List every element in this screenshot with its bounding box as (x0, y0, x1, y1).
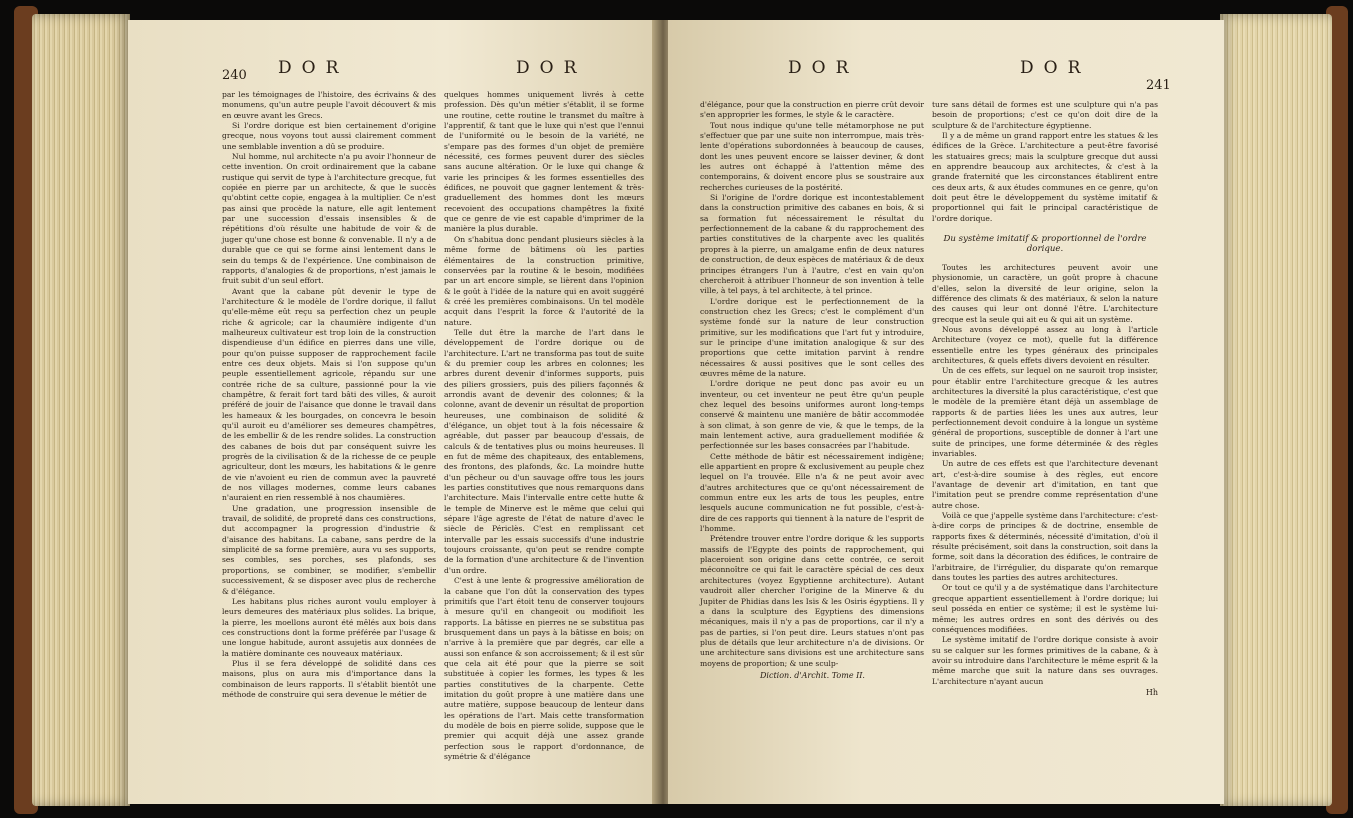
right-page (668, 20, 1224, 804)
paragraph: Tout nous indique qu'une telle métamorphose ne put s'effectuer que par une suite non interrompue, mais très-lente d'opérations subordonnées à beaucoup de causes, dont les unes peuvent encore se laisser deviner, & dont les autres ont échappé à l'attention même des contemporains, & doivent encore plus se soustraire aux recherches curieuses de la postérité. (700, 120, 924, 192)
text-column-1 (222, 90, 436, 700)
paragraph: Telle dut être la marche de l'art dans le développement de l'ordre dorique ou de l'architecture. L'art ne transforma pas tout de suite & du premier coup les arbres en colonnes; les arbres durent devenir d'informes supports, puis des piliers grossiers, puis des piliers façonnés & arrondis avant de devenir des colonnes; & la colonne, avant de devenir un résultat de proportion heureuses, une combinaison de solidité & d'élégance, un objet tout à la fois nécessaire & agréable, dut passer par beaucoup d'essais, de calculs & de tentatives plus ou moins heureuses. Il en fut de même des chapiteaux, des entablemens, des frontons, des plafonds, &c. La moindre hutte d'un pêcheur ou d'un sauvage offre tous les jours les parties constitutives que nous remarquons dans l'architecture. Mais l'intervalle entre cette hutte & le temple de Minerve est le même que celui qui sépare l'âge agreste de l'état de nature d'avec le siècle de Périclès. C'est en remplissant cet intervalle par les essais successifs d'une industrie toujours croissante, qu'on peut se rendre compte de la formation d'une architecture & de l'invention d'un ordre. (444, 327, 644, 575)
paragraph: Avant que la cabane pût devenir le type de l'architecture & le modèle de l'ordre dorique, il fallut qu'elle-même eût reçu sa perfection chez un peuple riche & agricole; car la chaumière indigente d'un malheureux cultivateur est trop loin de la construction dispendieuse d'un édifice en pierres dans une ville, pour qu'on puisse supposer de rapprochement facile entre ces deux objets. Mais si l'on suppose qu'un peuple essentiellement agricole, répandu sur une contrée riche de sa culture, passionné pour la vie champêtre, & ferait fort tard bâti des villes, & auroit préféré de jouir de l'aisance que donne le travail dans les hameaux & les bourgades, on concevra le besoin qu'il auroit eu d'améliorer ses demeures champêtres, de les embellir & de les rendre solides. La construction des cabanes de bois dut par conséquent suivre les progrès de la civilisation & de la richesse de ce peuple agriculteur, dont les mœurs, les habitations & le genre de vie n'avoient eu rien de commun avec la pauvreté de nos villages modernes, comme leurs cabanes n'auraient en rien ressemblé à nos chaumières. (222, 286, 436, 503)
paragraph: C'est à une lente & progressive amélioration de la cabane que l'on dût la conservation des types primitifs que l'art étoit tenu de conserver toujours à mesure qu'il en changeoit ou modifioit les rapports. La bâtisse en pierres ne se substitua pas brusquement dans un pays à la bâtisse en bois; on n'arrive à la première que par degrés, car elle a aussi son enfance & son accroissement; & il est sûr que cela ait été pour que la pierre se soit substituée à copier les formes, les types & les parties constitutives de la charpente. Cette imitation du goût propre à une matière dans une autre matière, suppose beaucoup de lenteur dans les opérations de l'art. Mais cette transformation du modèle de bois en pierre solide, suppose que le premier qui acquit déjà une assez grande perfection sous le rapport d'ordonnance, de symétrie & d'élégance (444, 576, 644, 761)
paragraph: Un autre de ces effets est que l'architecture devenant art, c'est-à-dire soumise à des règles, eut encore l'avantage de devenir art d'imitation, en tant que l'imitation peut se prendre comme représentation d'une autre chose. (932, 459, 1158, 510)
page-edges-left (32, 14, 130, 806)
text-column-2 (444, 90, 644, 762)
page-edges-right (1220, 14, 1332, 806)
running-head: DOR (278, 58, 349, 78)
paragraph: Or tout ce qu'il y a de systématique dans l'architecture grecque appartient essentiellement à l'ordre dorique; lui seul posséda en entier ce système; il est le système lui-même; les autres ordres en sont des dérivés ou des conséquences modifiées. (932, 583, 1158, 634)
paragraph: d'élégance, pour que la construction en pierre crût devoir s'en approprier les formes, le style & le caractère. (700, 100, 924, 120)
paragraph: L'ordre dorique ne peut donc pas avoir eu un inventeur, ou cet inventeur ne peut être qu'un peuple chez lequel des besoins uniformes auront long-temps conservé & maintenu une manière de bâtir accommodée à son climat, à son genre de vie, & que le temps, de la main lentement active, aura graduellement modifiée & perfectionnée sur les bases consacrées par l'habitude. (700, 379, 924, 451)
paragraph: Plus il se fera développé de solidité dans ces maisons, plus on aura mis d'importance dans la combinaison de leurs rapports. Il s'établit bientôt une méthode de construire qui sera devenue le métier de (222, 658, 436, 699)
paragraph: Les habitans plus riches auront voulu employer à leurs demeures des matériaux plus solides. La brique, la pierre, les moellons auront été mêlés aux bois dans ces constructions dont la forme préférée par l'usage & une longue habitude, auront assujetis aux données de la matière dominante ces nouveaux matériaux. (222, 596, 436, 658)
paragraph: quelques hommes uniquement livrés à cette profession. Dès qu'un métier s'établit, il se forme une routine, cette routine le transmet du maître à l'apprentif, & tant que le luxe qui n'est que l'ennui de l'uniformité ou le besoin de la variété, ne s'empare pas des formes d'un objet de première nécessité, ces formes peuvent durer des siècles sans aucune altération. Or le luxe qui change & varie les principes & les formes essentielles des édifices, ne pouvoit que gagner lentement & très-graduellement des hommes dont les mœurs recevoient des occupations champêtres la fixité que ce genre de vie est capable d'imprimer de la manière la plus durable. (444, 90, 644, 234)
page-number: 240 (222, 68, 247, 83)
signature-mark: Diction. d'Archit. Tome II. (760, 670, 865, 680)
paragraph: Prétendre trouver entre l'ordre dorique & les supports massifs de l'Egypte des points de rapprochement, qui placeroient son origine dans cette contrée, ce seroit méconnoître ce qui fait le caractère spécial de ces deux architectures (voyez Egyptienne architecture). Autant vaudroit aller chercher l'origine de la Minerve & du Jupiter de Phidias dans les Isis & les Osiris égyptiens. Il y a dans la sculpture des Egyptiens des dimensions mécaniques, mais il n'y a pas de proportions, car il n'y a pas de parties, si l'on peut dire. Leurs statues n'ont pas plus de détails que leur architecture n'a de divisions. Or une architecture sans divisions est une architecture sans moyens de proportion; & une sculp- (700, 534, 924, 668)
paragraph: Nous avons développé assez au long à l'article Architecture (voyez ce mot), quelle fut la différence essentielle entre les types généraux des principales architectures, & quels effets divers devoient en résulter. (932, 324, 1158, 365)
paragraph: Le système imitatif de l'ordre dorique consiste à avoir su se calquer sur les formes primitives de la cabane, & à avoir su introduire dans l'architecture le même esprit & la même marche que suit la nature dans ses ouvrages. L'architecture n'ayant aucun (932, 635, 1158, 686)
paragraph: Toutes les architectures peuvent avoir une physionomie, un caractère, un goût propre à chacune d'elles, selon la diversité de leur origine, selon la différence des climats & des matériaux, & selon la nature des causes qui leur ont donné l'être. L'architecture grecque est la seule qui ait eu & qui ait un système. (932, 262, 1158, 324)
running-head: DOR (1020, 58, 1091, 78)
paragraph: Si l'origine de l'ordre dorique est incontestablement dans la construction primitive des cabanes en bois, & si sa formation fut nécessairement le résultat du perfectionnement de la cabane & du rapprochement des parties constitutives de la charpente avec les qualités propres à la pierre, un amalgame enfin de deux natures de construction, de deux espèces de matériaux & de deux principes étrangers l'un à l'autre, c'est en vain qu'on chercheroit à attribuer l'honneur de son invention à telle ville, à tel pays, à tel architecte, à tel prince. (700, 193, 924, 296)
page-number: 241 (1146, 78, 1171, 93)
paragraph: Un de ces effets, sur lequel on ne sauroit trop insister, pour établir entre l'architecture grecque & les autres architectures la diversité la plus caractéristique, c'est que le modèle de la première étant déjà un assemblage de rapports & de parties liées les unes aux autres, leur perfectionnement devoit conduire à la longue un système général de proportions, susceptible de donner à l'art une suite de principes, une forme déterminée & des règles invariables. (932, 366, 1158, 458)
paragraph: Voilà ce que j'appelle système dans l'architecture: c'est-à-dire corps de principes & de doctrine, ensemble de rapports fixes & déterminés, nécessité d'imitation, d'où il résulte précisément, soit dans la construction, soit dans la forme, soit dans la décoration des édifices, le contraire de l'arbitraire, de l'irrégulier, du disparate qu'on remarque dans toutes les parties des autres architectures. (932, 511, 1158, 583)
text-column-1 (700, 100, 924, 681)
paragraph: L'ordre dorique est le perfectionnement de la construction chez les Grecs; c'est le complément d'un système fondé sur la nature de leur construction primitive, sur les modifications que l'art fut y introduire, sur le principe d'une imitation analogique & sur des proportions que cette imitation parvint à rendre nécessaires & aussi positives que le sont celles des œuvres même de la nature. (700, 296, 924, 378)
section-heading: Du système imitatif & proportionnel de l'ordre dorique. (943, 234, 1147, 255)
catchword: Hh (1145, 687, 1158, 697)
running-head: DOR (516, 58, 587, 78)
open-book (32, 6, 1332, 814)
left-page (128, 20, 658, 804)
paragraph: Il y a de même un grand rapport entre les statues & les édifices de la Grèce. L'architecture a peut-être favorisé les statuaires grecs; mais la sculpture grecque dut aussi en apprendre beaucoup aux architectes, & c'est à la grande fraternité que les circonstances établirent entre ces deux arts, & aux études communes en ce genre, qu'on doit peut être le développement du système imitatif & proportionnel qui fait le principal caractéristique de l'ordre dorique. (932, 131, 1158, 223)
paragraph: Cette méthode de bâtir est nécessairement indigène; elle appartient en propre & exclusivement au peuple chez lequel on l'a trouvée. Elle n'a & ne peut avoir avec d'autres architectures que ce qu'ont nécessairement de commun entre eux les arts de tous les peuples, entre lesquels aucune communication ne fut possible, c'est-à-dire de ces rapports qui tiennent à la nature de l'esprit de l'homme. (700, 451, 924, 534)
paragraph: On s'habitua donc pendant plusieurs siècles à la même forme de bâtimens où les parties élémentaires de la construction primitive, conservées par la routine & le besoin, modifiées par un art encore simple, se lièrent dans l'opinion & le goût à l'idée de la nature qui en avoit suggéré & créé les premières combinaisons. Un tel modèle acquit dans l'esprit la force & l'autorité de la nature. (444, 234, 644, 327)
paragraph: Si l'ordre dorique est bien certainement d'origine grecque, nous voyons tout aussi clairement comment une semblable invention a dû se produire. (222, 121, 436, 151)
paragraph: Nul homme, nul architecte n'a pu avoir l'honneur de cette invention. On croit ordinairement que la cabane rustique qui servit de type à l'architecture grecque, fut copiée en pierre par un architecte, & que le succès qu'obtint cette copie, engagea à la multiplier. Ce n'est pas ainsi que procède la nature, elle agit lentement par une succession d'essais insensibles & de répétitions d'où résulte une habitude de voir & de juger qu'une chose est bonne & convenable. Il n'y a de durable que ce qui se forme ainsi lentement dans le sein du temps & de l'expérience. Une combinaison de rapports, d'analogies & de proportions, n'est jamais le fruit subit d'un seul effort. (222, 152, 436, 286)
paragraph: par les témoignages de l'histoire, des écrivains & des monumens, qu'un autre peuple l'avoit découvert & mis en œuvre avant les Grecs. (222, 90, 436, 120)
paragraph: ture sans détail de formes est une sculpture qui n'a pas besoin de proportions; c'est ce qu'on doit dire de la sculpture & de l'architecture égyptienne. (932, 100, 1158, 130)
running-head: DOR (788, 58, 859, 78)
paragraph: Une gradation, une progression insensible de travail, de solidité, de propreté dans ces constructions, dut accompagner la progression d'industrie & d'aisance des habitans. La cabane, sans perdre de la simplicité de sa forme première, aura vu ses supports, ses combles, ses porches, ses plafonds, ses proportions, se combiner, se modifier, s'embellir successivement, & se disposer avec plus de recherche & d'élégance. (222, 503, 436, 596)
text-column-2 (932, 100, 1158, 698)
